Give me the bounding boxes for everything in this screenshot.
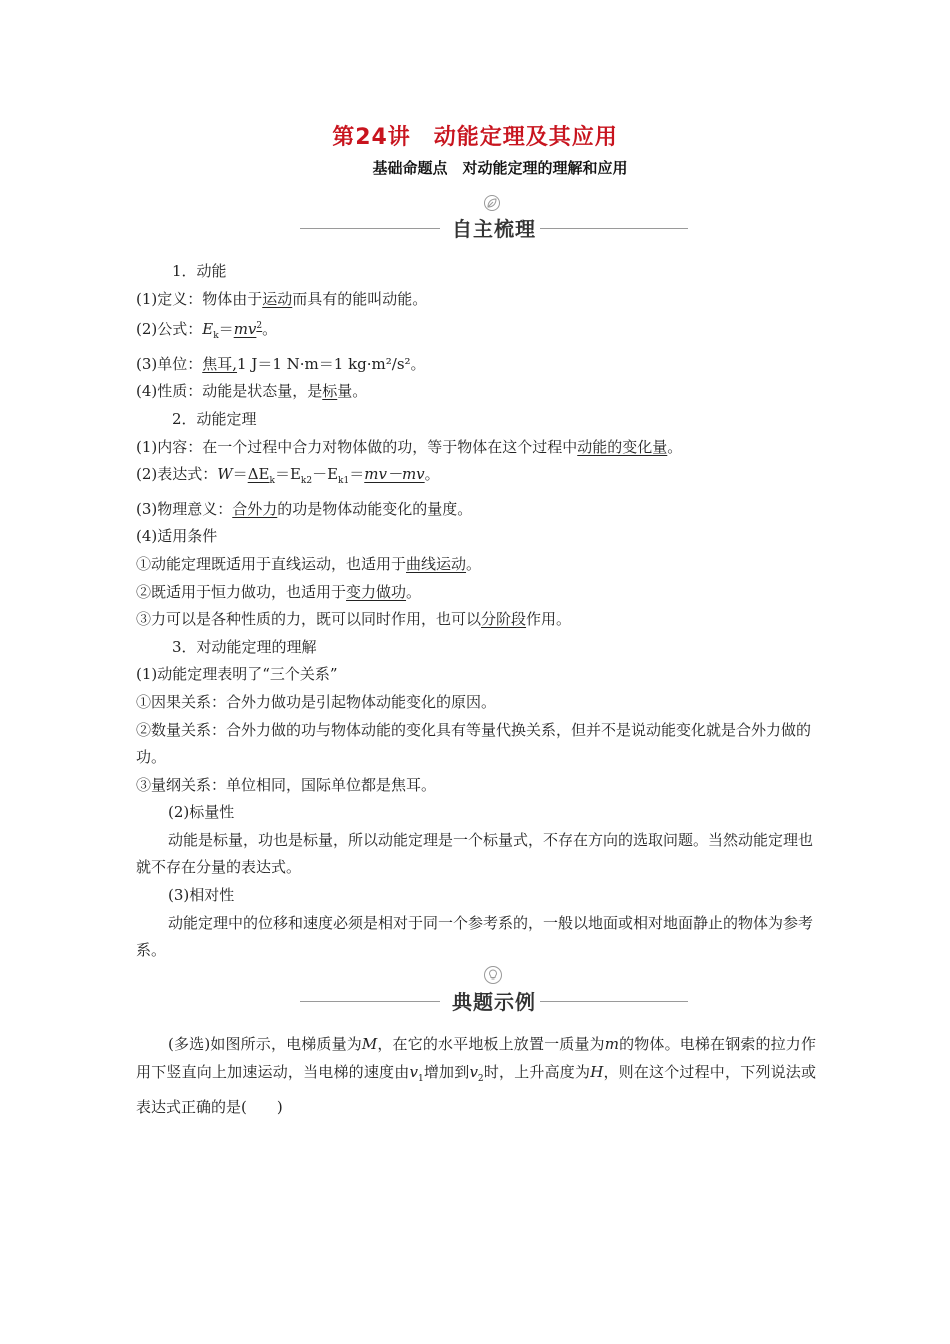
review-content <box>136 258 816 965</box>
theorem-content: (1)内容：在一个过程中合力对物体做的功，等于物体在这个过程中动能的变化量。 <box>136 437 683 456</box>
scalar-heading: (2)标量性 <box>168 803 235 822</box>
condition-3: ③力可以是各种性质的力，既可以同时作用，也可以分阶段作用。 <box>136 610 572 629</box>
page-subtitle: 基础命题点 对动能定理的理解和应用 <box>372 159 628 177</box>
kinetic-definition: (1)定义：物体由于运动而具有的能叫动能。 <box>136 289 428 308</box>
section-header-examples <box>300 968 688 1028</box>
example-question: (多选)如图所示，电梯质量为M，在它的水平地板上放置一质量为m的物体。电梯在钢索的拉力作用下竖直向上加速运动，当电梯的速度由$v_1$增加到$v_2$时，上升高度为H，则在这个过程中，下列说法或表达式正确的是( ) <box>136 1035 816 1116</box>
section-label: 自主梳理 <box>452 217 536 241</box>
heading-kinetic-energy: 1．动能 <box>172 262 227 280</box>
relations-heading: (1)动能定理表明了“三个关系” <box>136 665 338 684</box>
bulb-icon <box>484 966 502 984</box>
leaf-icon <box>484 195 500 211</box>
divider-line-right <box>540 1001 688 1002</box>
relation-causal: ①因果关系：合外力做功是引起物体动能变化的原因。 <box>136 692 497 711</box>
kinetic-nature: (4)性质：动能是状态量，是标量。 <box>136 382 368 401</box>
divider-line-right <box>540 228 688 229</box>
theorem-expression: (2)表达式：$W=\Delta E_k=E_{k2}-E_{k1}=mv-mv$。 <box>136 465 440 487</box>
condition-2: ②既适用于恒力做功，也适用于变力做功。 <box>136 582 422 601</box>
section-header-self-study <box>300 195 688 255</box>
heading-theorem: 2．动能定理 <box>172 409 257 428</box>
relation-dimension: ③量纲关系：单位相同，国际单位都是焦耳。 <box>136 775 437 794</box>
relativity-text: 动能定理中的位移和速度必须是相对于同一个参考系的，一般以地面或相对地面静止的物体为参考系。 <box>136 913 814 960</box>
relativity-heading: (3)相对性 <box>168 886 235 905</box>
heading-understanding: 3．对动能定理的理解 <box>172 637 317 656</box>
scalar-text: 动能是标量，功也是标量，所以动能定理是一个标量式，不存在方向的选取问题。当然动能定理也就不存在分量的表达式。 <box>136 830 814 877</box>
page-title: 第24讲 动能定理及其应用 <box>332 125 618 150</box>
condition-1: ①动能定理既适用于直线运动，也适用于曲线运动。 <box>136 554 482 573</box>
kinetic-unit: (3)单位：焦耳,1 J＝1 N·m＝1 kg·m²/s²。 <box>136 354 426 373</box>
relation-quantity: ②数量关系：合外力做的功与物体动能的变化具有等量代换关系，但并不是说动能变化就是合外力做的功。 <box>136 720 812 767</box>
kinetic-formula: (2)公式：$E_k=mv^2$。 <box>136 320 278 342</box>
conditions-heading: (4)适用条件 <box>136 527 218 546</box>
section-label: 典题示例 <box>452 990 536 1014</box>
theorem-meaning: (3)物理意义：合外力的功是物体动能变化的量度。 <box>136 499 473 518</box>
